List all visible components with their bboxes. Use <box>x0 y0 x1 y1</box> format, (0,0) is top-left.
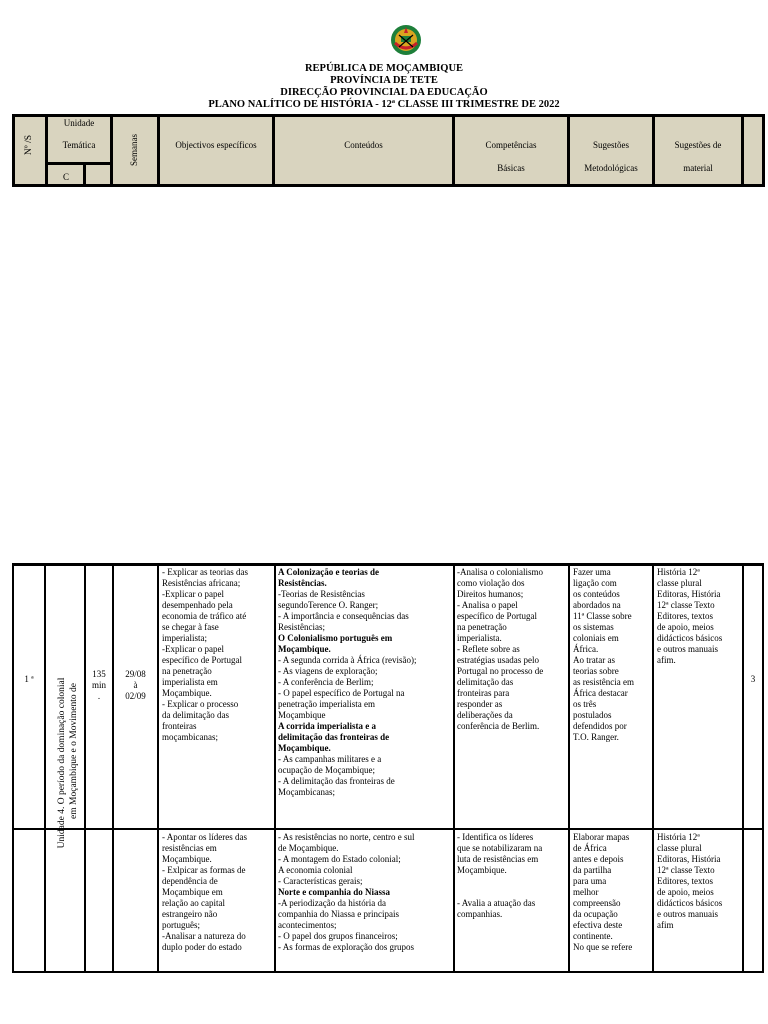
cell-line: na penetração <box>162 666 212 676</box>
cell-line: da delimitação das <box>162 710 229 720</box>
cell-line: -Teorias de Resistências <box>278 589 365 599</box>
col-objectives-header: Objectivos específicos <box>175 140 257 150</box>
cell-line: de apoio, meios <box>657 622 714 632</box>
cell-line: se chegar à fase <box>162 622 219 632</box>
cell-line: antes e depois <box>573 854 624 864</box>
cell-line: luta de resistências em <box>457 854 539 864</box>
unit-title-line1: Unidade 4. O período da dominação colonial <box>57 677 67 849</box>
page-title: PLANO NALÍTICO DE HISTÓRIA - 12ª CLASSE III TRIMESTRE DE 2022 <box>208 99 560 110</box>
cell-line: classe plural <box>657 578 702 588</box>
cell-line: classe plural <box>657 843 702 853</box>
cell-line: Moçambique. <box>278 743 331 753</box>
cell-line: Portugal no processo de <box>457 666 544 676</box>
row-methods <box>573 832 652 971</box>
cell-line: Editores, textos <box>657 611 713 621</box>
cell-line: relação ao capital <box>162 898 225 908</box>
col-unit-sub: C <box>62 172 69 182</box>
cell-line: que se notabilizaram na <box>457 843 543 853</box>
cell-line: - A importância e consequências das <box>278 611 409 621</box>
cell-line: específico de Portugal <box>162 655 242 665</box>
header-province: PROVÍNCIA DE TETE <box>330 75 438 86</box>
cell-line: delimitação das <box>457 677 514 687</box>
cell-line: teorias sobre <box>573 666 619 676</box>
cell-line: - O papel dos grupos financeiros; <box>278 931 398 941</box>
cell-line: continente. <box>573 931 613 941</box>
cell-line: como violação dos <box>457 578 525 588</box>
cell-line: -A periodização da história da <box>278 898 386 908</box>
cell-line: e outros manuais <box>657 909 718 919</box>
cell-line: imperialista; <box>162 633 207 643</box>
cell-line: imperialista. <box>457 633 502 643</box>
cell-line: estratégias usadas pelo <box>457 655 539 665</box>
cell-line: específico de Portugal <box>457 611 537 621</box>
row-contents <box>278 832 453 971</box>
col-unit-header-line2: Temática <box>62 140 96 150</box>
cell-line: - Apontar os líderes das <box>162 832 247 842</box>
cell-line: -Analisar a natureza do <box>162 931 246 941</box>
row-competencies <box>457 832 568 971</box>
header-republic: REPÚBLICA DE MOÇAMBIQUE <box>304 63 464 74</box>
cell-line: A Colonização e teorias de <box>278 567 379 577</box>
cell-line: História 12ª <box>657 832 700 842</box>
cell-line: na penetração <box>457 622 507 632</box>
cell-line: desempenhado pela <box>162 600 233 610</box>
cell-line: companhia do Niassa e principais <box>278 909 399 919</box>
col-material-header-line2: material <box>683 163 713 173</box>
cell-line: acontecimentos; <box>278 920 337 930</box>
cell-line: Resistências. <box>278 578 327 588</box>
cell-line: as resistência em <box>573 677 634 687</box>
cell-line: -Explicar o papel <box>162 589 224 599</box>
cell-line: da ocupação <box>573 909 618 919</box>
row-material <box>657 832 742 971</box>
col-material-header-line1: Sugestões de <box>674 140 722 150</box>
row-material <box>657 567 742 828</box>
cell-line: delimitação das fronteiras de <box>278 732 390 742</box>
cell-line: Moçambique. <box>278 644 331 654</box>
cell-line: Moçambique em <box>162 887 223 897</box>
cell-line: - Explicar o processo <box>162 699 239 709</box>
cell-line: - A delimitação das fronteiras de <box>278 776 395 786</box>
cell-line: Fazer uma <box>573 567 611 577</box>
cell-line: moçambicanas; <box>162 732 218 742</box>
row-date-line3: 02/09 <box>125 691 146 701</box>
unit-title-line2: em Moçambique e o Movimento de <box>69 683 79 819</box>
cell-line: os conteúdos <box>573 589 620 599</box>
cell-line: coloniais em <box>573 633 619 643</box>
cell-line: ligação com <box>573 578 617 588</box>
cell-line: Moçambique <box>278 710 326 720</box>
cell-line: Editores, textos <box>657 876 713 886</box>
cell-line: ocupação de Moçambique; <box>278 765 375 775</box>
cell-line: fronteiras <box>162 721 197 731</box>
cell-line: - A segunda corrida à África (revisão); <box>278 655 417 665</box>
col-methods-header-line1: Sugestões <box>593 140 629 150</box>
cell-line: os sistemas <box>573 622 614 632</box>
cell-line: 12ª classe Texto <box>657 600 715 610</box>
cell-line: - As resistências no norte, centro e sul <box>278 832 415 842</box>
cell-line: duplo poder do estado <box>162 942 242 952</box>
cell-line: - Analisa o papel <box>457 600 518 610</box>
col-competencies-header-line1: Competências <box>485 140 537 150</box>
cell-line: didácticos básicos <box>657 898 723 908</box>
cell-line: -Analisa o colonialismo <box>457 567 543 577</box>
cell-line: e outros manuais <box>657 644 718 654</box>
col-number-header: Nº /S <box>24 134 34 156</box>
cell-line: - O papel específico de Portugal na <box>278 688 405 698</box>
row-contents <box>278 567 453 828</box>
cell-line <box>457 876 568 887</box>
cell-line: História 12ª <box>657 567 700 577</box>
cell-line: Moçambique. <box>457 865 507 875</box>
cell-line: África destacar <box>573 688 628 698</box>
cell-line: Resistências africana; <box>162 578 241 588</box>
cell-line: Resistências; <box>278 622 325 632</box>
cell-line: - Explicar as teorias das <box>162 567 248 577</box>
cell-line: A economia colonial <box>278 865 353 875</box>
cell-line: penetração imperialista em <box>278 699 375 709</box>
cell-line: - Reflete sobre as <box>457 644 520 654</box>
col-competencies-header-line2: Básicas <box>497 163 525 173</box>
cell-line: -Explicar o papel <box>162 644 224 654</box>
row-date-line1: 29/08 <box>125 669 146 679</box>
col-methods-header-line2: Metodológicas <box>584 163 638 173</box>
row-objectives <box>162 832 274 971</box>
cell-line: responder as <box>457 699 503 709</box>
row-hours-line3: . <box>97 691 101 701</box>
cell-line: conferência de Berlim. <box>457 721 540 731</box>
row-date-line2: à <box>133 680 138 690</box>
cell-line: Moçambique. <box>162 854 212 864</box>
cell-line: - Identifica os líderes <box>457 832 534 842</box>
cell-line: afim <box>657 920 674 930</box>
cell-line: de Moçambique. <box>278 843 339 853</box>
cell-line: os três <box>573 699 597 709</box>
cell-line: - Características gerais; <box>278 876 363 886</box>
cell-line: resistências em <box>162 843 217 853</box>
cell-line: T.O. Ranger. <box>573 732 619 742</box>
cell-line: Editoras, História <box>657 854 721 864</box>
cell-line: - Avalia a atuação das <box>457 898 536 908</box>
cell-line <box>457 887 568 898</box>
cell-line: imperialista em <box>162 677 218 687</box>
cell-line: Moçambique. <box>162 688 212 698</box>
col-unit-header-line1: Unidade <box>63 118 95 128</box>
cell-line: Moçambicanas; <box>278 787 335 797</box>
cell-line: - As formas de exploração dos grupos <box>278 942 414 952</box>
col-contents-header: Conteúdos <box>344 140 383 150</box>
cell-line: de apoio, meios <box>657 887 714 897</box>
cell-line: África. <box>573 644 599 654</box>
cell-line: Editoras, História <box>657 589 721 599</box>
header-directorate: DIRECÇÃO PROVINCIAL DA EDUCAÇÃO <box>280 87 488 98</box>
cell-line: postulados <box>573 710 612 720</box>
cell-line: estrangeiro não <box>162 909 218 919</box>
cell-line: defendidos por <box>573 721 627 731</box>
cell-line: - Exlpicar as formas de <box>162 865 246 875</box>
row-objectives <box>162 567 274 828</box>
cell-line: Direitos humanos; <box>457 589 524 599</box>
cell-line: afim. <box>657 655 676 665</box>
row-competencies <box>457 567 568 828</box>
cell-line: companhias. <box>457 909 503 919</box>
cell-line: - A conferência de Berlim; <box>278 677 374 687</box>
cell-line: para uma <box>573 876 607 886</box>
cell-line: deliberações da <box>457 710 513 720</box>
cell-line: segundoTerence O. Ranger; <box>278 600 379 610</box>
cell-line: 11ª Classe sobre <box>573 611 632 621</box>
cell-line: - As viagens de exploração; <box>278 666 378 676</box>
row-hours-line1: 135 <box>92 669 106 679</box>
cell-line: português; <box>162 920 200 930</box>
cell-line: Norte e companhia do Niassa <box>278 887 390 897</box>
cell-line: economia de tráfico até <box>162 611 247 621</box>
cell-line: fronteiras para <box>457 688 510 698</box>
cell-line: de África <box>573 843 607 853</box>
cell-line: 12ª classe Texto <box>657 865 715 875</box>
row-number: 1 ª <box>24 674 34 684</box>
row-methods <box>573 567 652 828</box>
cell-line: Ao tratar as <box>573 655 615 665</box>
cell-line: No que se refere <box>573 942 633 952</box>
cell-line: A corrida imperialista e a <box>278 721 376 731</box>
col-weeks-header: Semanas <box>129 134 139 166</box>
cell-line: O Colonialismo português em <box>278 633 393 643</box>
cell-line: efectiva deste <box>573 920 623 930</box>
cell-line: didácticos básicos <box>657 633 723 643</box>
cell-line: melhor <box>573 887 599 897</box>
row-hours-line2: min <box>91 680 106 690</box>
cell-line: da partilha <box>573 865 612 875</box>
mozambique-emblem-icon <box>389 23 423 57</box>
cell-line: dependência de <box>162 876 218 886</box>
cell-line: Elaborar mapas <box>573 832 630 842</box>
cell-line: - As campanhas militares e a <box>278 754 382 764</box>
cell-line: - A montagem do Estado colonial; <box>278 854 401 864</box>
cell-line: compreensão <box>573 898 621 908</box>
cell-line: abordados na <box>573 600 621 610</box>
row-last-value: 3 <box>750 674 756 684</box>
